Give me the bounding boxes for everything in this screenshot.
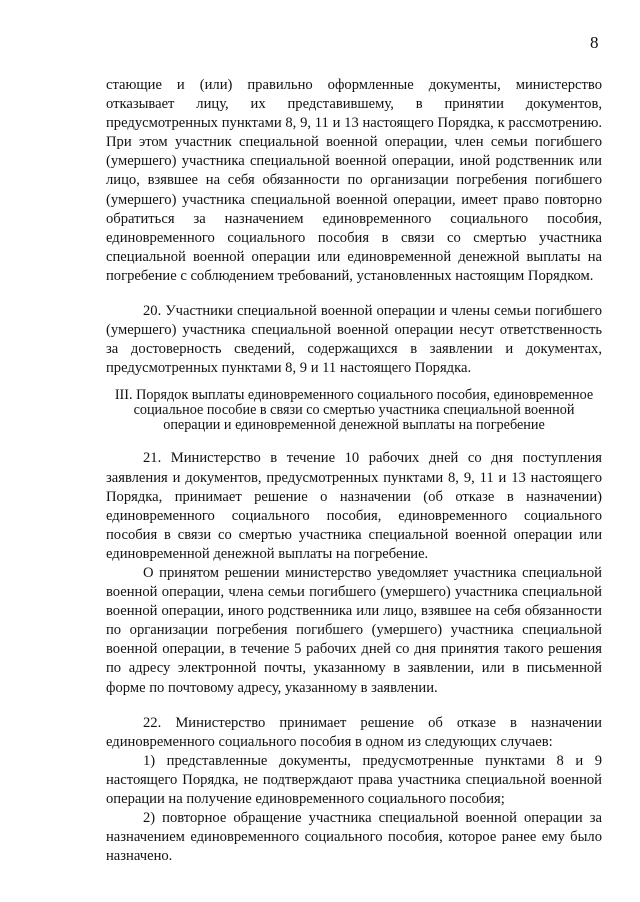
paragraph-22: 22. Министерство принимает решение об отказе в назначении единовременного социального пособия в одном из следующих случаев: [106,714,602,750]
paragraph-20: 20. Участники специальной военной операции и члены семьи погибшего (умершего) участника специальной военной операции несут ответственность за достоверность сведений, содержащихся в заявлении и документах, предусмотренных пунктами 8, 9 и 11 настоящего Порядка. [106,303,602,377]
paragraph-21-notification: О принятом решении министерство уведомляет участника специальной военной операции, члена семьи погибшего (умершего) участника специальной военной операции, иного родственника или лицо, взявшее на себя обязанности по организации погребения погибшего (умершего) участника специальной военной операции, в течение 5 рабочих дней со дня принятия такого решения по адресу электронной почты, указанному в заявлении, или в письменной форме по почтовому адресу, указанному в заявлении. [106,564,602,696]
document-body [106,76,602,866]
page-number: 8 [590,33,599,52]
paragraph-22-item-2: 2) повторное обращение участника специальной военной операции за назначением единовременного социального пособия, которое ранее ему было назначено. [106,810,602,865]
paragraph-21: 21. Министерство в течение 10 рабочих дней со дня поступления заявления и документов, предусмотренных пунктами 8, 9, 11 и 13 настоящего Порядка, принимает решение о назначении (об отказе в назначении) единовременного социального пособия, единовременного социального пособия в связи со смертью участника специальной военной операции или единовременной денежной выплаты на погребение. [106,450,602,562]
section-heading: III. Порядок выплаты единовременного социального пособия, единовременное социальное пособие в связи со смертью участника специальной военной операции и единовременной денежной выплаты на погребение [114,387,594,434]
paragraph-continuation: стающие и (или) правильно оформленные документы, министерство отказывает лицу, их представившему, в принятии документов, предусмотренных пунктами 8, 9, 11 и 13 настоящего Порядка, к рассмотрению. При этом участник специальной военной операции, член семьи погибшего (умершего) участника специальной военной операции, иной родственник или лицо, взявшее на себя обязанности по организации погребения погибшего (умершего) участника специальной военной операции, имеет право повторно обратиться за назначением единовременного социального пособия, единовременного социального пособия в связи со смертью участника специальной военной операции или единовременной денежной выплаты на погребение с соблюдением требований, установленных настоящим Порядком. [106,77,602,284]
paragraph-22-item-1: 1) представленные документы, предусмотренные пунктами 8 и 9 настоящего Порядка, не подтверждают права участника специальной военной операции на получение единовременного социального пособия; [106,752,602,807]
